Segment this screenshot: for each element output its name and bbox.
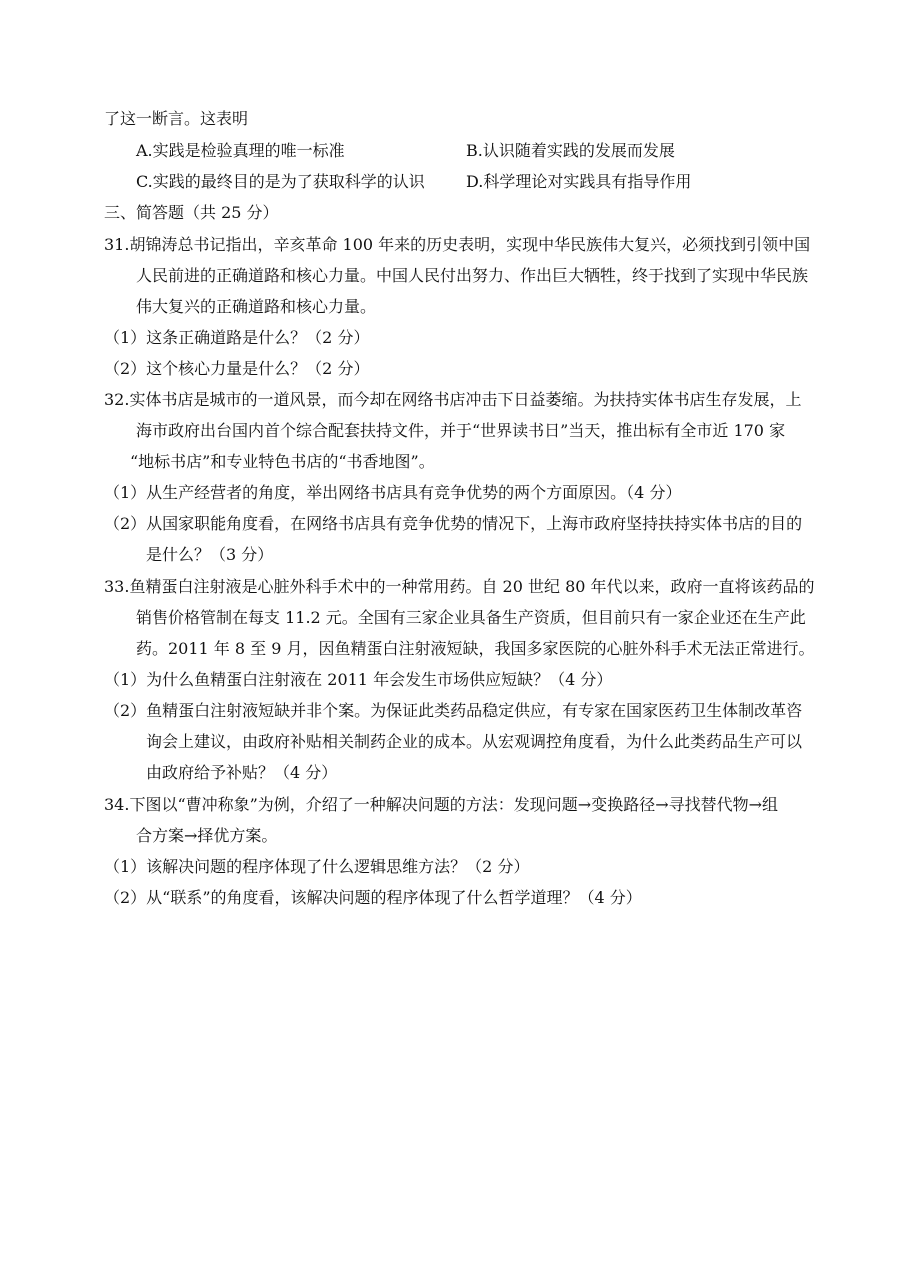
q32-sub-2-line-1: （2）从国家职能角度看，在网络书店具有竞争优势的情况下，上海市政府坚持扶持实体书店的目的 [104, 514, 803, 533]
q33-line-1: 33.鱼精蛋白注射液是心脏外科手术中的一种常用药。自 20 世纪 80 年代以来，政府一直将该药品的 [104, 577, 815, 596]
option-a: A.实践是检验真理的唯一标准 [136, 141, 345, 160]
q33-sub-2-line-1: （2）鱼精蛋白注射液短缺并非个案。为保证此类药品稳定供应，有专家在国家医药卫生体制改革咨 [104, 701, 803, 720]
q31-line-2: 人民前进的正确道路和核心力量。中国人民付出努力、作出巨大牺牲，终于找到了实现中华民族 [136, 266, 809, 285]
q34-line-1: 34.下图以“曹冲称象”为例，介绍了一种解决问题的方法：发现问题→变换路径→寻找替代物→组 [104, 795, 779, 814]
q33-line-2: 销售价格管制在每支 11.2 元。全国有三家企业具备生产资质，但目前只有一家企业还在生产此 [136, 608, 806, 627]
q32-sub-1: （1）从生产经营者的角度，举出网络书店具有竞争优势的两个方面原因。（4 分） [104, 483, 682, 502]
option-c: C.实践的最终目的是为了获取科学的认识 [136, 172, 425, 191]
option-b: B.认识随着实践的发展而发展 [466, 141, 675, 160]
q32-line-2: 海市政府出台国内首个综合配套扶持文件，并于“世界读书日”当天，推出标有全市近 170 家 [136, 421, 786, 440]
continuation-text: 了这一断言。这表明 [104, 109, 249, 128]
q33-sub-2-line-3: 由政府给予补贴？（4 分） [146, 763, 338, 782]
q31-sub-2: （2）这个核心力量是什么？（2 分） [104, 359, 370, 378]
q34-line-2: 合方案→择优方案。 [136, 826, 278, 845]
section-title: 三、简答题（共 25 分） [104, 203, 279, 222]
q33-line-3: 药。2011 年 8 至 9 月，因鱼精蛋白注射液短缺，我国多家医院的心脏外科手术无法正常进行。 [136, 639, 815, 658]
q32-line-1: 32.实体书店是城市的一道风景，而今却在网络书店冲击下日益萎缩。为扶持实体书店生存发展，上 [104, 390, 802, 409]
q31-line-1: 31.胡锦涛总书记指出，辛亥革命 100 年来的历史表明，实现中华民族伟大复兴，必须找到引领中国 [104, 235, 811, 254]
q32-sub-2-line-2: 是什么？（3 分） [146, 545, 274, 564]
q34-sub-2: （2）从“联系”的角度看，该解决问题的程序体现了什么哲学道理？（4 分） [104, 888, 642, 907]
q31-sub-1: （1）这条正确道路是什么？（2 分） [104, 328, 370, 347]
q33-sub-2-line-2: 询会上建议，由政府补贴相关制药企业的成本。从宏观调控角度看，为什么此类药品生产可以 [146, 732, 803, 751]
option-d: D.科学理论对实践具有指导作用 [466, 172, 692, 191]
q34-sub-1: （1）该解决问题的程序体现了什么逻辑思维方法？（2 分） [104, 857, 530, 876]
q33-sub-1: （1）为什么鱼精蛋白注射液在 2011 年会发生市场供应短缺？（4 分） [104, 670, 613, 689]
q32-line-3: “地标书店”和专业特色书店的“书香地图”。 [130, 452, 435, 471]
q31-line-3: 伟大复兴的正确道路和核心力量。 [136, 297, 377, 316]
